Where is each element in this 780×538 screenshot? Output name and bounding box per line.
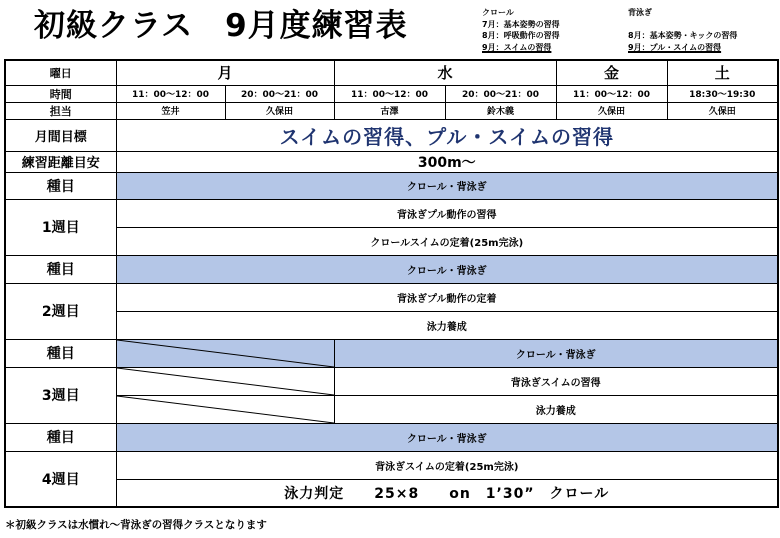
time-slot: 11：00～12：00 — [334, 85, 445, 102]
crawl-notes-heading: クロール — [482, 8, 514, 17]
backstroke-notes-heading: 背泳ぎ — [628, 8, 652, 17]
staff-name: 久保田 — [556, 102, 667, 119]
week4-stroke: クロール・背泳ぎ — [116, 423, 778, 451]
stroke-label: 種目 — [5, 339, 116, 367]
diagonal-strike — [117, 340, 334, 367]
backstroke-notes — [628, 7, 737, 53]
crawl-note-line: 9月：スイムの習得 — [482, 42, 552, 52]
week3-item: 背泳ぎスイムの習得 — [334, 367, 778, 395]
week3-unused-cell — [116, 367, 334, 395]
practice-schedule-table — [4, 59, 779, 508]
week2-item: 泳力養成 — [116, 311, 778, 339]
staff-name: 久保田 — [225, 102, 334, 119]
week3-item: 泳力養成 — [334, 395, 778, 423]
distance-label: 練習距離目安 — [5, 151, 116, 172]
diagonal-strike — [117, 368, 334, 395]
stroke-label: 種目 — [5, 423, 116, 451]
week1-stroke: クロール・背泳ぎ — [116, 172, 778, 199]
time-slot: 20：00～21：00 — [225, 85, 334, 102]
week2-label: 2週目 — [5, 283, 116, 339]
day-wednesday: 水 — [334, 60, 556, 85]
week3-unused-cell — [116, 395, 334, 423]
crawl-notes — [482, 7, 560, 53]
diagonal-strike — [117, 396, 334, 423]
time-slot: 11：00～12：00 — [116, 85, 225, 102]
staff-name: 笠井 — [116, 102, 225, 119]
time-slot: 18:30～19:30 — [667, 85, 778, 102]
time-slot: 11：00～12：00 — [556, 85, 667, 102]
backstroke-note-line: 8月：基本姿勢・キックの習得 — [628, 31, 738, 40]
crawl-note-line: 7月：基本姿勢の習得 — [482, 19, 560, 29]
day-saturday: 土 — [667, 60, 778, 85]
week1-item: 背泳ぎプル動作の習得 — [116, 199, 778, 227]
stroke-label: 種目 — [5, 255, 116, 283]
day-label: 曜日 — [5, 60, 116, 85]
staff-name: 古澤 — [334, 102, 445, 119]
staff-name: 久保田 — [667, 102, 778, 119]
week2-stroke: クロール・背泳ぎ — [116, 255, 778, 283]
time-slot: 20：00～21：00 — [445, 85, 556, 102]
week2-item: 背泳ぎプル動作の定着 — [116, 283, 778, 311]
page-title: 初級クラス 9月度練習表 — [34, 8, 408, 44]
time-label: 時間 — [5, 85, 116, 102]
staff-name: 鈴木義 — [445, 102, 556, 119]
week4-item: 背泳ぎスイムの定着(25m完泳) — [116, 451, 778, 479]
distance-text: 300m～ — [116, 151, 778, 172]
week4-swim-test: 泳力判定 25×8 on 1’30” クロール — [116, 479, 778, 507]
footer-note: ＊初級クラスは水慣れ～背泳ぎの習得クラスとなります — [5, 519, 267, 531]
crawl-note-line: 8月：呼吸動作の習得 — [482, 31, 560, 40]
week3-stroke: クロール・背泳ぎ — [334, 339, 778, 367]
week4-label: 4週目 — [5, 451, 116, 507]
backstroke-note-line: 9月：プル・スイムの習得 — [628, 42, 722, 52]
week1-item: クロールスイムの定着(25m完泳) — [116, 227, 778, 255]
staff-label: 担当 — [5, 102, 116, 119]
monthly-goal-label: 月間目標 — [5, 119, 116, 151]
stroke-label: 種目 — [5, 172, 116, 199]
week1-label: 1週目 — [5, 199, 116, 255]
day-friday: 金 — [556, 60, 667, 85]
week3-label: 3週目 — [5, 367, 116, 423]
week3-unused-cell — [116, 339, 334, 367]
monthly-goal-text: スイムの習得、プル・スイムの習得 — [116, 119, 778, 151]
day-monday: 月 — [116, 60, 334, 85]
